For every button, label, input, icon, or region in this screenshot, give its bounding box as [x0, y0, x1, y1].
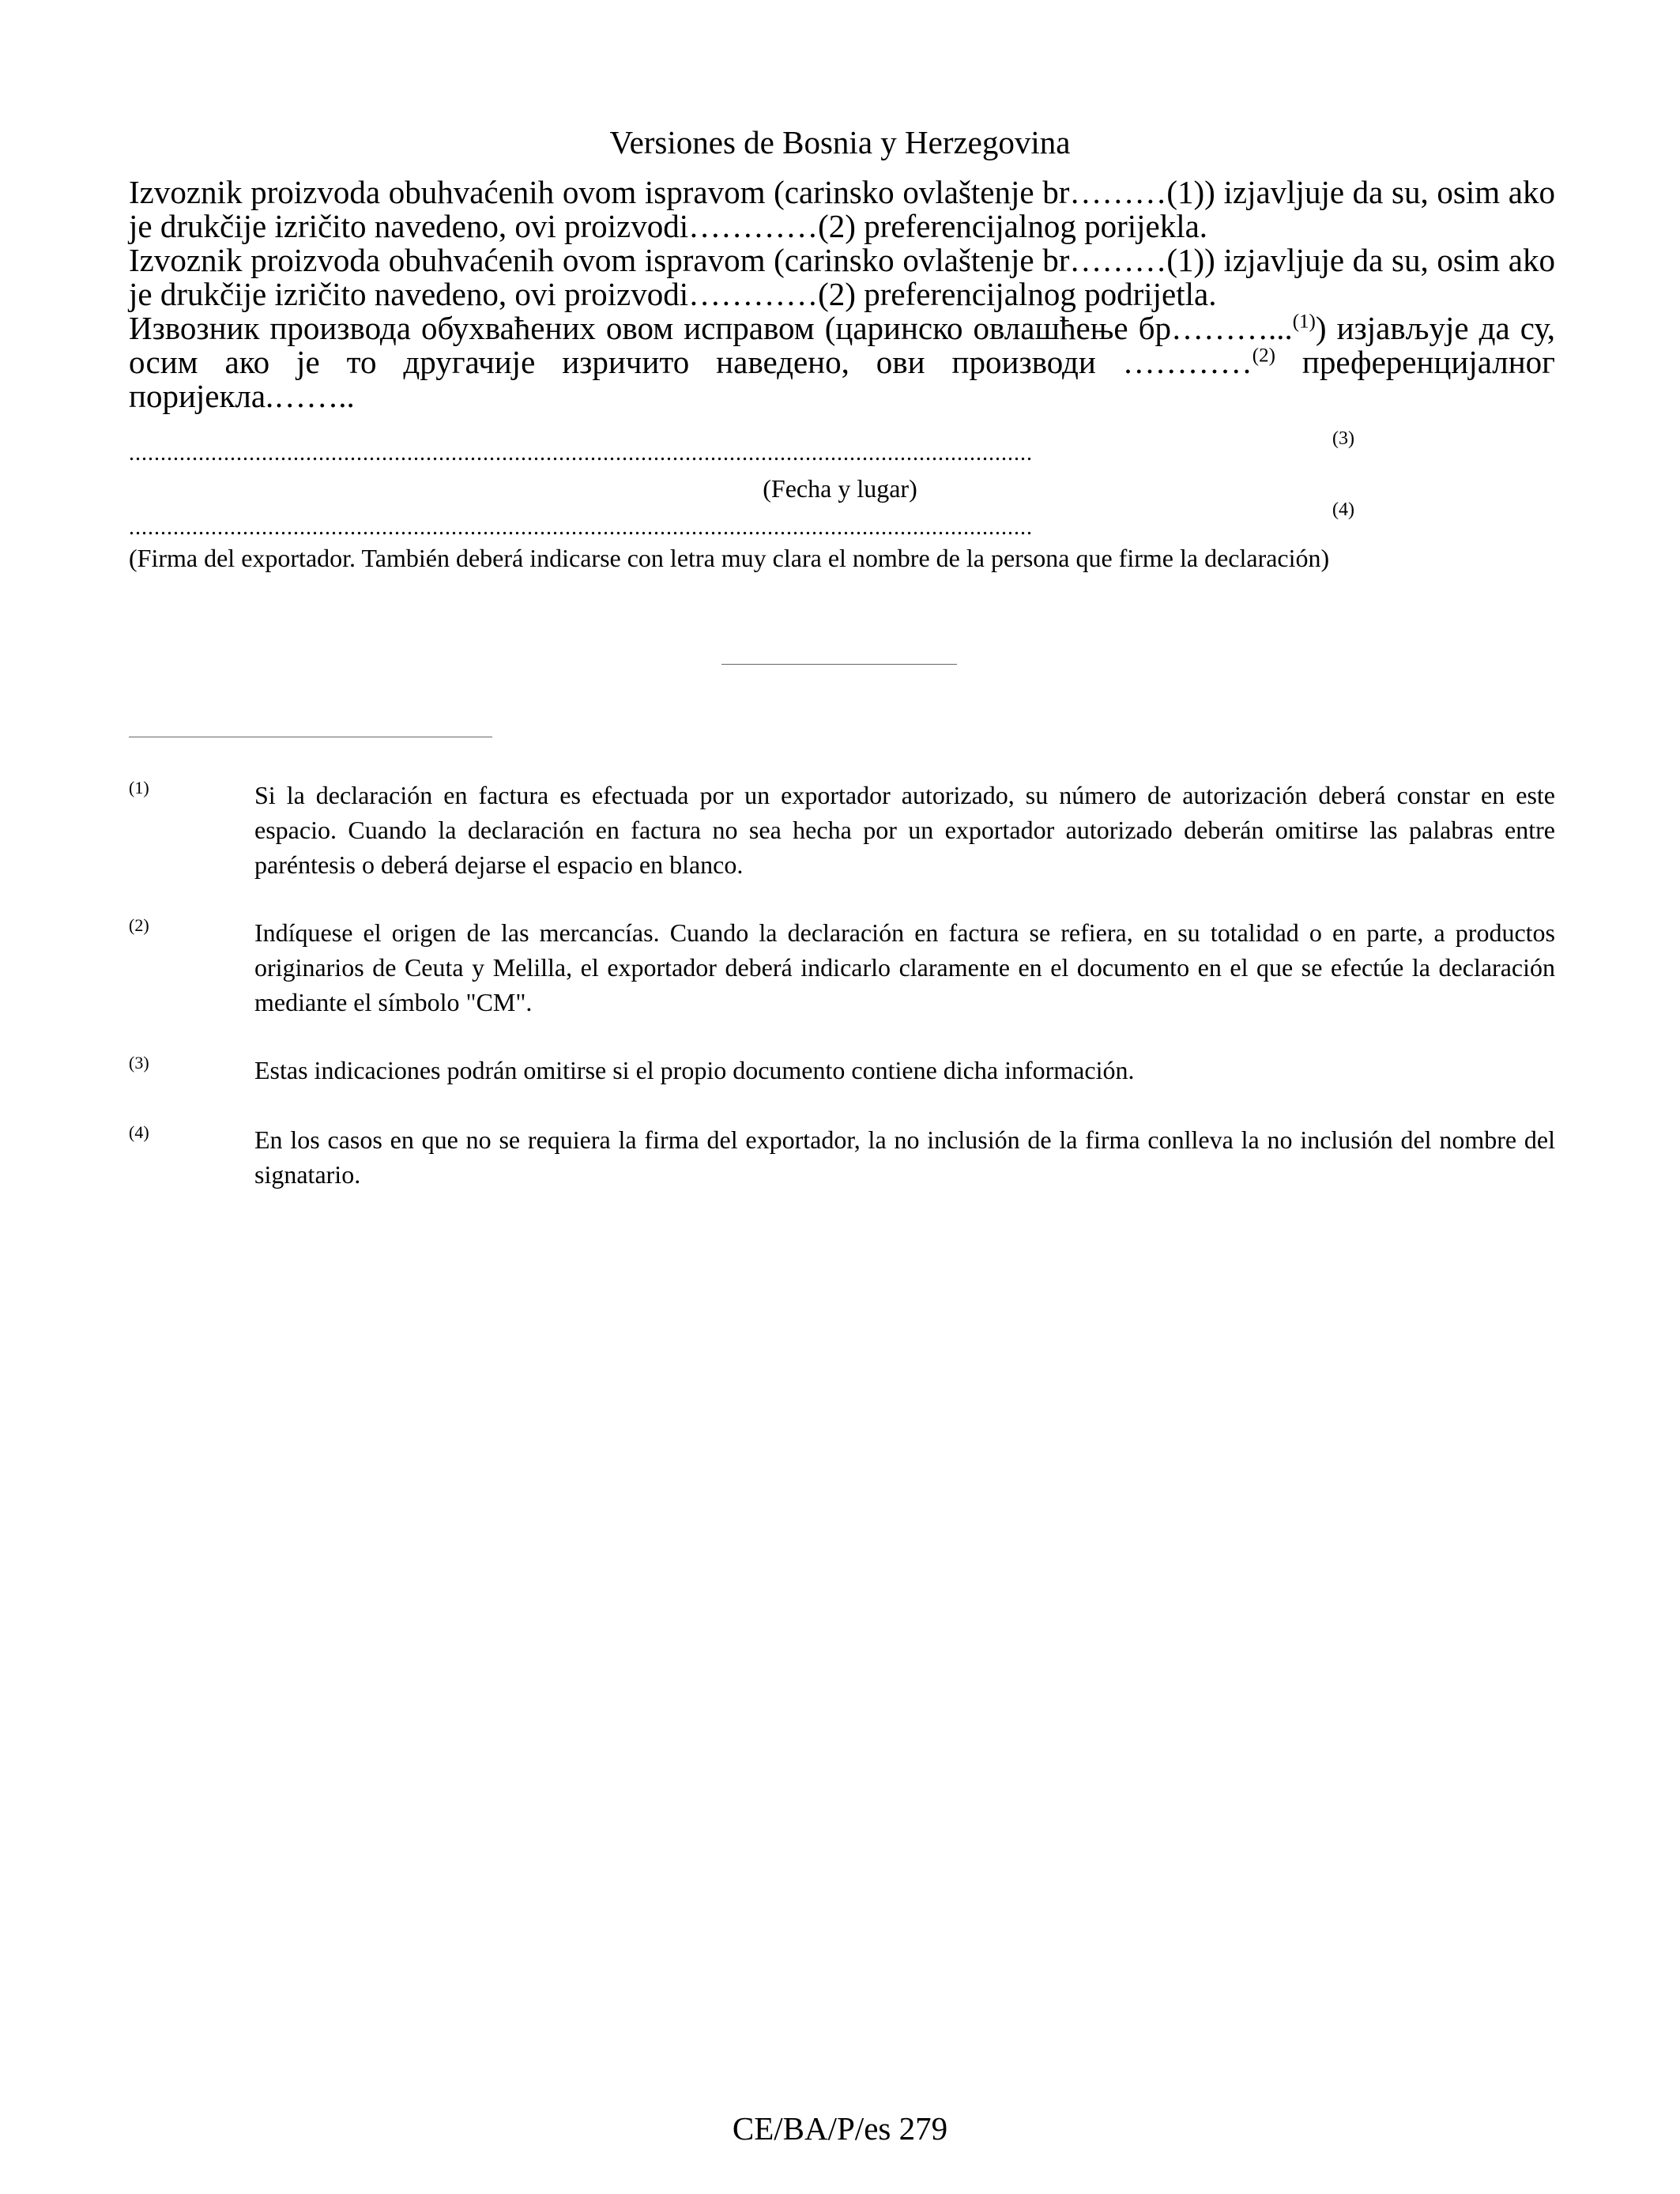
- declaration-serbian-part1: Извозник производа обухваћених овом исправом (царинско овлашћење бр………...: [129, 310, 1293, 346]
- section-divider: [721, 664, 957, 665]
- declaration-serbian-part3: преференцијалног поријекла.……..: [129, 344, 1555, 414]
- footnote-ref-3: (3): [1332, 428, 1354, 449]
- signature-dotted-line: ...............................................................................................................................................: [129, 515, 1033, 540]
- page-title: Versiones de Bosnia y Herzegovina: [609, 124, 1071, 160]
- footnote-3: [129, 1053, 1555, 1088]
- place-date-dotted-line: ...............................................................................................................................................: [129, 441, 1033, 466]
- footnote-number: (1): [129, 778, 149, 797]
- place-date-caption: (Fecha y lugar): [763, 474, 917, 503]
- footnote-2: [129, 915, 1555, 1020]
- footnote-number: (2): [129, 915, 149, 935]
- footnote-number: (3): [129, 1053, 149, 1072]
- footnote-ref-4: (4): [1332, 499, 1354, 520]
- page-reference: CE/BA/P/es 279: [732, 2110, 948, 2147]
- footnote-text: En los casos en que no se requiera la firma del exportador, la no inclusión de la firma conlleva la no inclusión del nombre del signatario.: [254, 1125, 1555, 1189]
- footnote-4: [129, 1122, 1555, 1192]
- footnote-1: [129, 778, 1555, 882]
- declaration-block: [129, 175, 1555, 413]
- signature-caption: (Firma del exportador. También deberá indicarse con letra muy clara el nombre de la persona que firme la declaración): [129, 544, 1330, 572]
- footnote-text: Indíquese el origen de las mercancías. Cuando la declaración en factura se refiera, en su totalidad o en parte, a productos originarios de Ceuta y Melilla, el exportador deberá indicarlo claramente en el documento en el que se efectúe la declaración mediante el símbolo "CM".: [254, 918, 1555, 1016]
- footnote-ref-1: (1): [1292, 311, 1316, 333]
- declaration-croatian: Izvoznik proizvoda obuhvaćenih ovom ispravom (carinsko ovlaštenje br………(1)) izjavljuje da su, osim ako je drukčije izričito navedeno, ovi proizvodi…………(2) preferencijalnog podrijetla.: [129, 242, 1555, 312]
- declaration-bosnian: Izvoznik proizvoda obuhvaćenih ovom ispravom (carinsko ovlaštenje br………(1)) izjavljuje da su, osim ako je drukčije izričito navedeno, ovi proizvodi…………(2) preferencijalnog porijekla.: [129, 174, 1555, 244]
- footnote-text: Estas indicaciones podrán omitirse si el propio documento contiene dicha información.: [254, 1056, 1135, 1084]
- declaration-serbian-part2: ) изјављује да су, осим ако је то другачије изричито наведено, ови производи …………: [129, 310, 1555, 380]
- footnote-ref-2: (2): [1252, 345, 1275, 367]
- declaration-serbian-cyrillic: [129, 311, 1555, 413]
- footnote-number: (4): [129, 1122, 149, 1142]
- footnote-text: Si la declaración en factura es efectuada por un exportador autorizado, su número de autorización deberá constar en este espacio. Cuando la declaración en factura no sea hecha por un exportador autorizado deberán omitirse las palabras entre paréntesis o deberá dejarse el espacio en blanco.: [254, 781, 1555, 879]
